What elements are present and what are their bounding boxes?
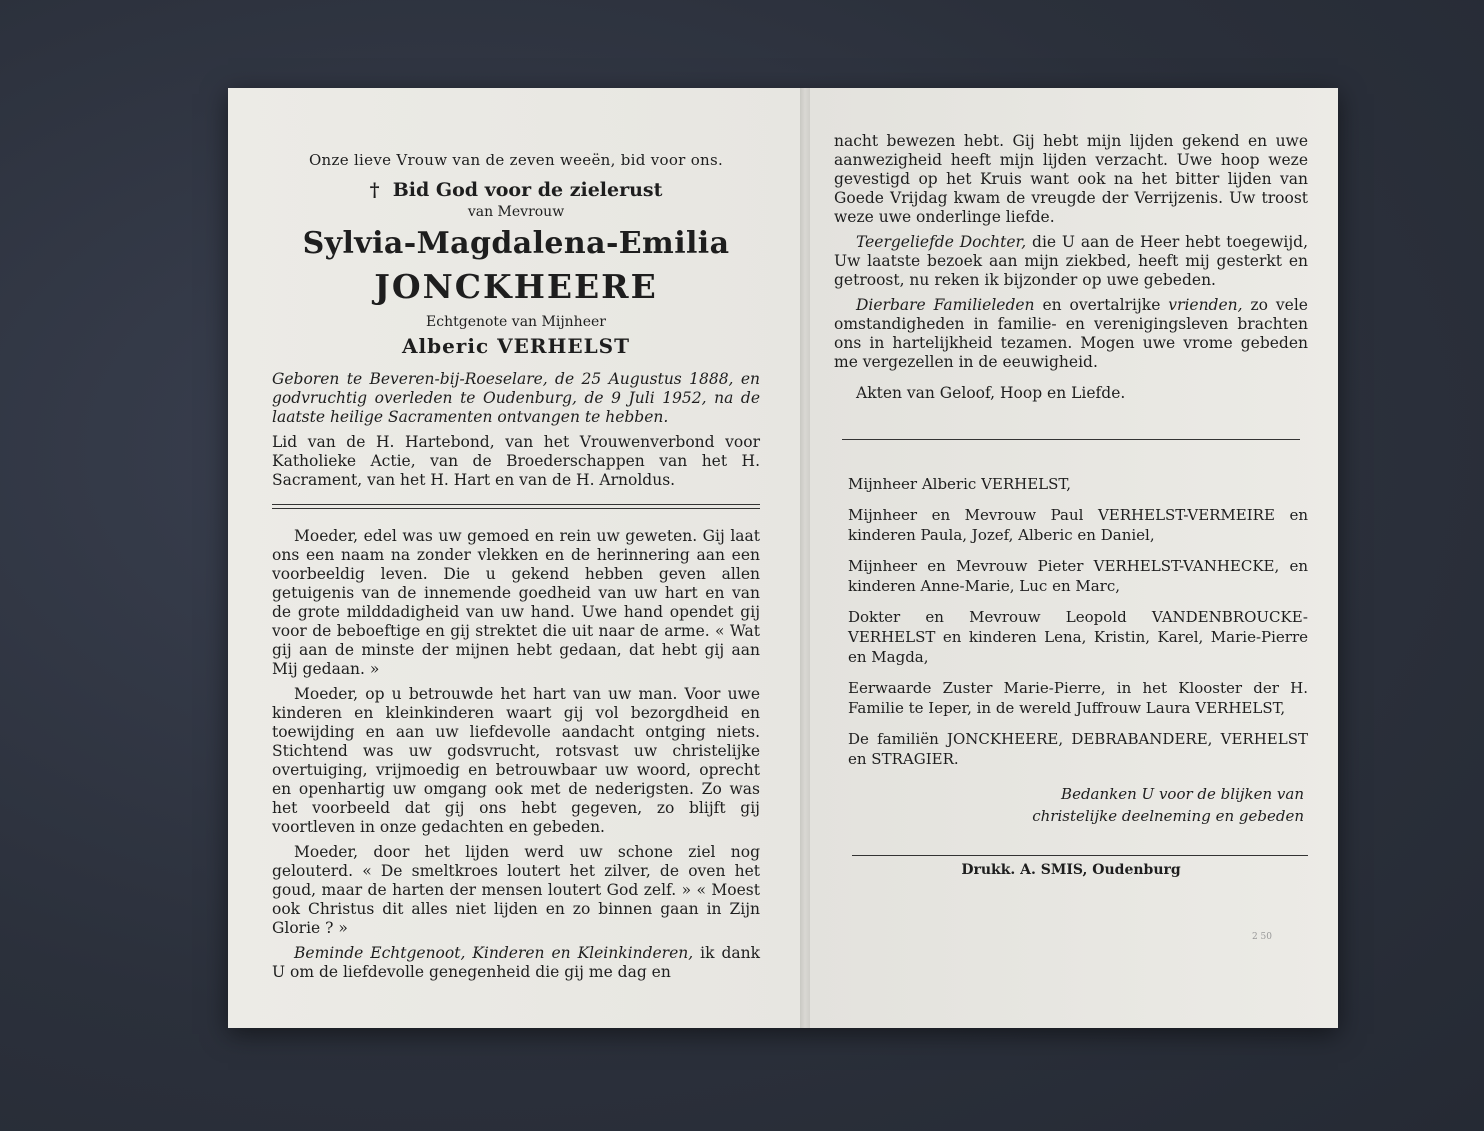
right-page (810, 88, 1338, 1028)
birth-death-text: Geboren te Beveren-bij-Roeselare, de 25 Augustus 1888, en godvruchtig overleden te Oudenburg, de 9 Juli 1952, na de laatste heilige Sacramenten ontvangen te hebben. (272, 370, 760, 426)
card-fold (800, 88, 810, 1028)
left-page (228, 88, 800, 1028)
family-line-2: Mijnheer en Mevrouw Paul VERHELST-VERMEIRE en kinderen Paula, Jozef, Alberic en Daniel, (848, 506, 1308, 544)
thanks-line-2: christelijke deelneming en gebeden (1032, 807, 1304, 825)
daughter-address: Teergeliefde Dochter, (856, 233, 1027, 251)
printer-credit: Drukk. A. SMIS, Oudenburg (961, 862, 1181, 878)
intro-prayer: Onze lieve Vrouw van de zeven weeën, bid voor ons. (308, 151, 724, 169)
section-divider (842, 439, 1300, 440)
family-line-4: Dokter en Mevrouw Leopold VANDENBROUCKE-VERHELST en kinderen Lena, Kristin, Karel, Marie-Pierre en Magda, (848, 608, 1308, 666)
prayer-heading (272, 179, 760, 201)
membership-text: Lid van de H. Hartebond, van het Vrouwenverbond voor Katholieke Actie, van de Broederschappen van het H. Sacrament, van het H. Hart en van de H. Arnoldus. (272, 433, 760, 489)
right-paragraph-2 (834, 233, 1308, 290)
family-line-6: De familiën JONCKHEERE, DEBRABANDERE, VERHELST en STRAGIER. (848, 730, 1308, 768)
memorial-card (228, 88, 1338, 1028)
right-paragraph-1: nacht bewezen hebt. Gij hebt mijn lijden gekend en uwe aanwezigheid heeft mijn lijden verzacht. Uwe hoop weze gevestigd op het Kruis want ook na het bitter lijden van Goede Vrijdag kwam de vreugde der Verrijzenis. Uw troost weze uwe onderlinge liefde. (834, 132, 1308, 226)
family-line-5: Eerwaarde Zuster Marie-Pierre, in het Klooster der H. Familie te Ieper, in de wereld Juffrouw Laura VERHELST, (848, 679, 1308, 717)
double-divider (272, 504, 760, 509)
bid-text: Bid God voor de zielerust (392, 179, 663, 201)
family-line-1: Mijnheer Alberic VERHELST, (848, 475, 1071, 493)
right-paragraph-3 (834, 296, 1308, 372)
friends-address: vrienden, (1168, 296, 1243, 314)
paragraph-4 (272, 944, 760, 982)
surname: JONCKHEERE (374, 267, 658, 306)
printer-divider (852, 855, 1308, 856)
paragraph-1: Moeder, edel was uw gemoed en rein uw geweten. Gij laat ons een naam na zonder vlekken en de herinnering aan een voorbeeldig leven. Die u gekend hebben geven allen getuigenis van de innemende goedheid van uw hart en van de grote milddadigheid van uw hand. Uwe hand opendet gij voor de beboeftige en gij strektet die uit naar de arme. « Wat gij aan de minste der mijnen hebt gedaan, dat hebt gij aan Mij gedaan. » (272, 527, 760, 678)
family-address: Dierbare Familieleden (856, 296, 1035, 314)
van-mevrouw: van Mevrouw (467, 204, 565, 220)
given-names: Sylvia-Magdalena-Emilia (302, 226, 730, 261)
right-paragraph-3-rest: zo vele omstandigheden in familie- en verenigingsleven brachten ons in hartelijkheid tezamen. Mogen uwe vrome gebeden me vergezellen in de eeuwigheid. (834, 296, 1308, 371)
spouse-label: Echtgenote van Mijnheer (426, 314, 606, 330)
thanks-line-1: Bedanken U voor de blijken van (1061, 785, 1304, 803)
akten-text: Akten van Geloof, Hoop en Liefde. (856, 384, 1126, 402)
paragraph-4-address: Beminde Echtgenoot, Kinderen en Kleinkinderen, (294, 944, 694, 962)
cross-icon: † (369, 179, 380, 201)
paragraph-3: Moeder, door het lijden werd uw schone ziel nog gelouterd. « De smeltkroes loutert het zilver, de oven het goud, maar de harten der mensen loutert God zelf. » « Moest ook Christus dit alles niet lijden en zo binnen gaan in Zijn Glorie ? » (272, 843, 760, 937)
thanks-text (834, 783, 1304, 827)
family-line-3: Mijnheer en Mevrouw Pieter VERHELST-VANHECKE, en kinderen Anne-Marie, Luc en Marc, (848, 557, 1308, 595)
pencil-mark: 2 50 (1251, 932, 1272, 942)
husband-name: Alberic VERHELST (401, 334, 630, 358)
right-paragraph-2-rest: die U aan de Heer hebt toegewijd, Uw laatste bezoek aan mijn ziekbed, heeft mij gesterkt en getroost, nu reken ik bijzonder op uwe gebeden. (834, 233, 1308, 289)
paragraph-2: Moeder, op u betrouwde het hart van uw man. Voor uwe kinderen en kleinkinderen waart gij vol bezorgdheid en toewijding en aan uw liefdevolle aandacht ontging niets. Stichtend was uw godsvrucht, rotsvast uw christelijke overtuiging, vrijmoedig en betrouwbaar uw woord, oprecht en openhartig uw omgang ook met de nederigsten. Zo was het voorbeeld dat gij ons hebt gegeven, zo blijft gij voortleven in onze gedachten en gebeden. (272, 685, 760, 836)
right-paragraph-3-mid: en overtalrijke (1034, 296, 1169, 314)
paragraph-4-rest: ik dank U om de liefdevolle genegenheid die gij me dag en (272, 944, 760, 981)
